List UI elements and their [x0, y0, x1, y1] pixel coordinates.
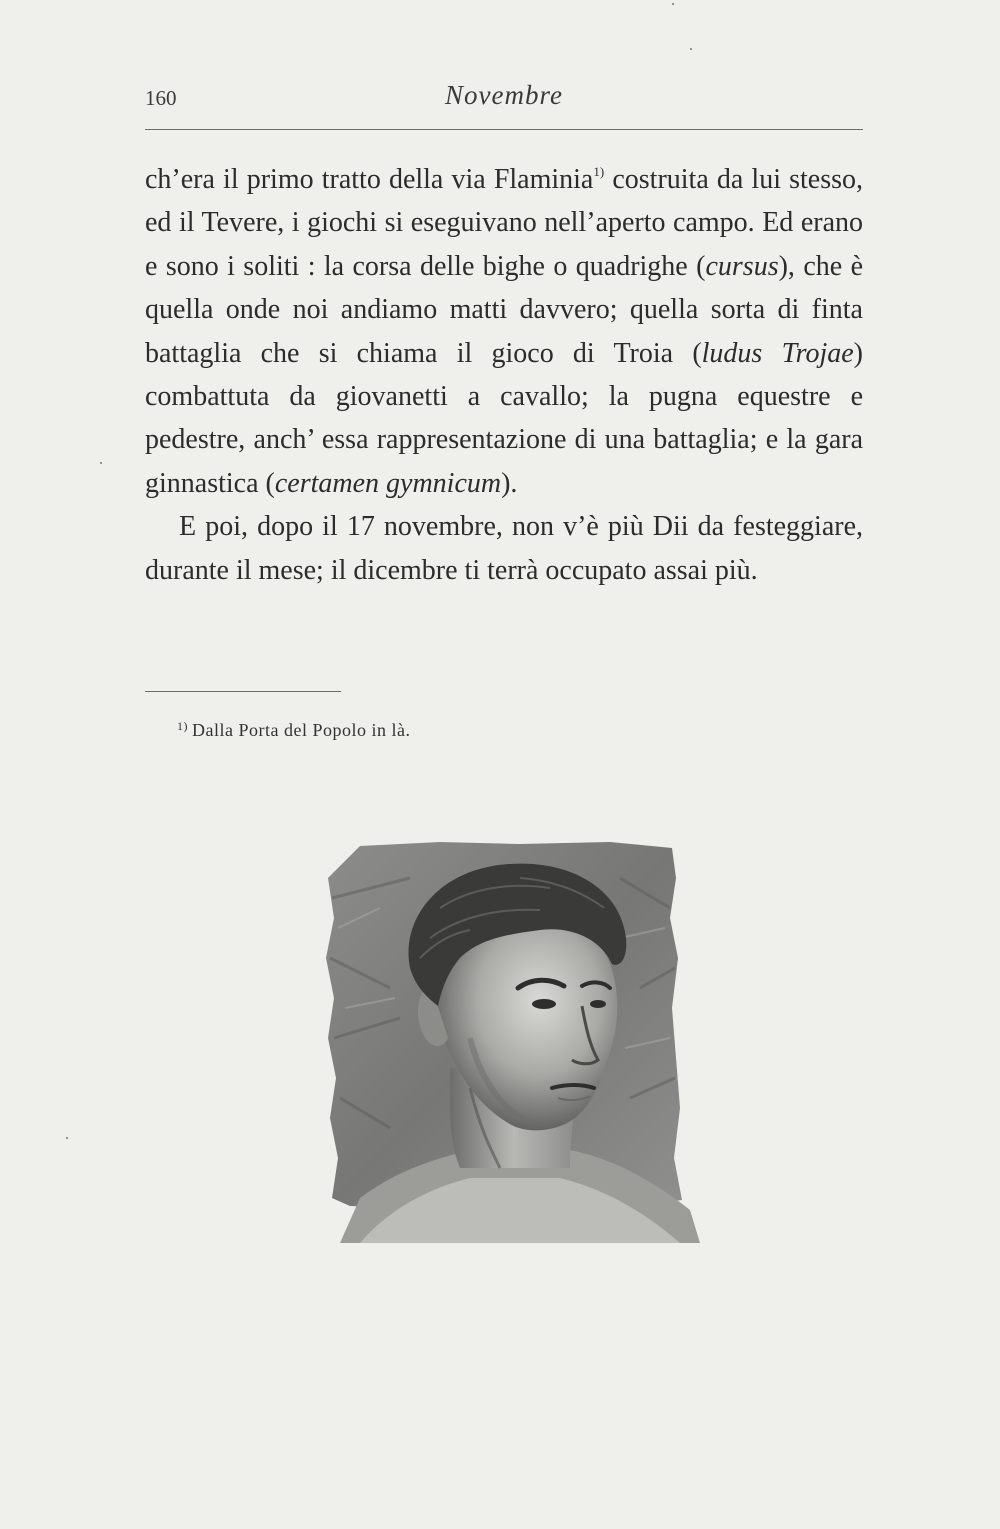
- header-rule: [145, 129, 863, 130]
- p1-text-e: ).: [501, 467, 518, 499]
- paragraph-2: E poi, dopo il 17 novembre, non v’è più Dii da festeggiare, durante il mese; il dicembre ti terrà occupato assai più.: [145, 511, 863, 586]
- footnote: [177, 719, 410, 741]
- p1-text-d: ) combattuta da giovanetti a cavallo; la pugna equestre e pedestre, anch’ essa rappresentazione di una battaglia; e la gara ginnastica (: [145, 337, 863, 499]
- page-speck: [672, 3, 674, 5]
- footnote-text: Dalla Porta del Popolo in là.: [192, 720, 411, 740]
- p1-text-c: ), che è quella onde noi andiamo matti davvero; quella sorta di finta battaglia che si chiama il gioco di Troia (: [145, 250, 863, 369]
- running-title: Novembre: [445, 80, 563, 110]
- page-speck: [690, 48, 692, 50]
- italic-cursus: cursus: [705, 250, 779, 282]
- footnote-rule: [145, 691, 341, 692]
- footnote-reference: 1): [593, 164, 605, 179]
- page-speck: [100, 462, 102, 464]
- italic-ludus-trojae: ludus Trojae: [701, 337, 854, 369]
- portrait-illustration: [320, 838, 700, 1243]
- p1-text-a: ch’era il primo tratto della via Flaminia: [145, 164, 594, 195]
- p1-text-b: costruita da lui stesso, ed il Tevere, i giochi si eseguivano nell’aperto campo. Ed erano e sono i soliti : la corsa delle bighe o quadrighe (: [145, 164, 864, 282]
- running-head: [145, 80, 863, 120]
- paragraph-1: [145, 158, 863, 505]
- body-text: [145, 158, 863, 592]
- italic-certamen-gymnicum: certamen gymnicum: [274, 467, 502, 499]
- footnote-number: 1): [177, 719, 188, 733]
- page-speck: [66, 1137, 68, 1139]
- page-number: 160: [145, 86, 177, 110]
- eye-right: [590, 1000, 606, 1008]
- eye-left: [532, 999, 556, 1009]
